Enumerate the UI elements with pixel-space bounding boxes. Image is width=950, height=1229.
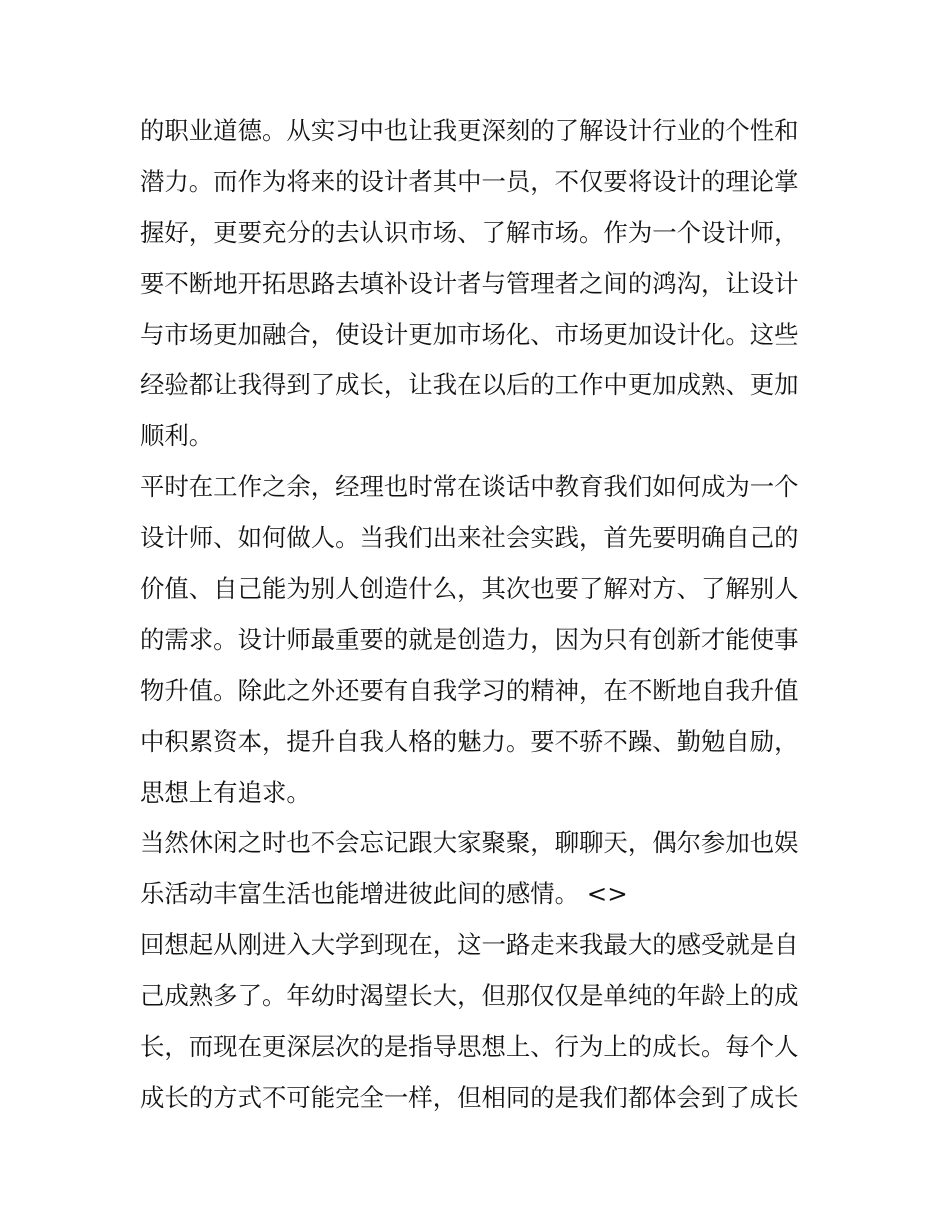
document-body (140, 106, 820, 1124)
text-line: 长，而现在更深层次的是指导思想上、行为上的成长。每个人 (140, 1032, 799, 1062)
text-line: 己成熟多了。年幼时渴望长大，但那仅仅是单纯的年龄上的成 (140, 981, 799, 1011)
text-line: 设计师、如何做人。当我们出来社会实践，首先要明确自己的 (140, 523, 799, 553)
text-line: 价值、自己能为别人创造什么，其次也要了解对方、了解别人 (140, 574, 799, 604)
text-line: 的需求。设计师最重要的就是创造力，因为只有创新才能使事 (140, 624, 799, 654)
text-line: 与市场更加融合，使设计更加市场化、市场更加设计化。这些 (140, 319, 799, 349)
text-line: 乐活动丰富生活也能增进彼此间的感情。 <> (140, 879, 628, 909)
text-line: 平时在工作之余，经理也时常在谈话中教育我们如何成为一个 (140, 472, 799, 502)
text-line: 的职业道德。从实习中也让我更深刻的了解设计行业的个性和 (140, 116, 799, 145)
text-line: 中积累资本，提升自我人格的魅力。要不骄不躁、勤勉自励， (140, 726, 799, 756)
text-line: 潜力。而作为将来的设计者其中一员，不仅要将设计的理论掌 (140, 166, 799, 196)
text-line: 物升值。除此之外还要有自我学习的精神，在不断地自我升值 (140, 675, 799, 705)
text-line: 顺利。 (140, 421, 214, 451)
text-line: 回想起从刚进入大学到现在，这一路走来我最大的感受就是自 (140, 930, 799, 960)
text-line: 要不断地开拓思路去填补设计者与管理者之间的鸿沟，让设计 (140, 268, 799, 298)
text-line: 成长的方式不可能完全一样，但相同的是我们都体会到了成长 (140, 1082, 799, 1112)
text-line: 思想上有追求。 (140, 777, 311, 807)
text-line: 经验都让我得到了成长，让我在以后的工作中更加成熟、更加 (140, 370, 799, 400)
text-line: 当然休闲之时也不会忘记跟大家聚聚，聊聊天，偶尔参加也娱 (140, 828, 799, 858)
text-line: 握好，更要充分的去认识市场、了解市场。作为一个设计师， (140, 217, 799, 247)
